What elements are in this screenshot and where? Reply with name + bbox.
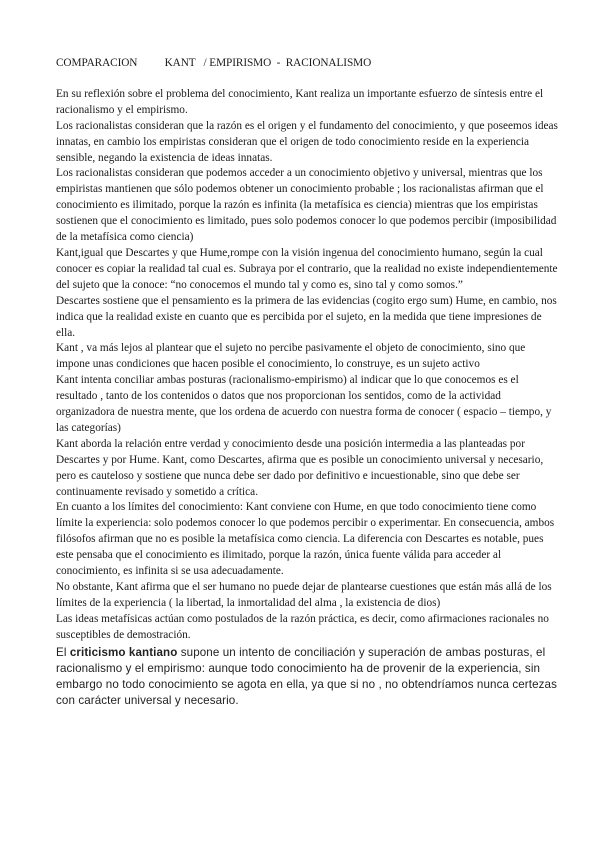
paragraph-truth: Kant aborda la relación entre verdad y conocimiento desde una posición intermedia a las planteadas por Descartes y por Hume. Kant, como Descartes, afirma que es posible un conocimiento universal y necesario, pero es cauteloso y sostiene que nunca debe ser dado por definitivo e incuestionable, sino que debe ser continuamente revisado y sometido a crítica. — [56, 437, 544, 498]
paragraph-metaphysical-ideas: Las ideas metafísicas actúan como postulados de la razón práctica, es decir, como afirmaciones racionales no susceptibles de demostración. — [56, 612, 549, 641]
criticism-term: criticismo kantiano — [69, 645, 178, 659]
paragraph-active-subject: Kant , va más lejos al plantear que el sujeto no percibe pasivamente el objeto de conocimiento, sino que impone unas condiciones que hacen posible el conocimiento, lo construye, es un sujeto activo — [56, 342, 526, 371]
paragraph-origin: Los racionalistas consideran que la razón es el origen y el fundamento del conocimiento, y que poseemos ideas innatas, en cambio los empiristas consideran que el origen de todo conocimiento reside en la experiencia sensible, negando la existencia de ideas innatas. — [56, 119, 558, 164]
paragraph-conciliation: Kant intenta conciliar ambas posturas (racionalismo-empirismo) al indicar que lo que conocemos es el resultado , tanto de los contenidos o datos que nos proporcionan los sentidos, como de la actividad organizadora de nuestra mente, que los ordena de acuerdo con nuestra forma de conocer ( espacio – tiempo, y las categorías) — [56, 374, 552, 434]
document-page — [56, 56, 561, 709]
document-title: COMPARACION KANT / EMPIRISMO - RACIONALISMO — [56, 57, 372, 69]
paragraph-scope: Los racionalistas consideran que podemos acceder a un conocimiento objetivo y universal, mientras que los empiristas mantienen que sólo podemos obtener un conocimiento probable ; los racionalistas afirman que el conocimiento es ilimitado, porque la razón es infinita (la metafísica es ciencia) mientras que los empiristas sostienen que el conocimiento es limitado, pues solo podemos conocer lo que podemos percibir (imposibilidad de la metafísica como ciencia) — [56, 167, 557, 244]
paragraph-kant-vision: Kant,igual que Descartes y que Hume,rompe con la visión ingenua del conocimiento humano, según la cual conocer es copiar la realidad tal cual es. Subraya por el contrario, que la realidad no existe independientemente del sujeto que la conoce: “no conocemos el mundo tal y como es, sino tal y como somos.” — [56, 246, 558, 291]
paragraph-descartes-hume: Descartes sostiene que el pensamiento es la primera de las evidencias (cogito ergo sum) Hume, en cambio, nos indica que la realidad existe en cuanto que es percibida por el sujeto, en la medida que tiene impresiones de ella. — [56, 294, 557, 339]
paragraph-beyond-experience: No obstante, Kant afirma que el ser humano no puede dejar de plantearse cuestiones que están más allá de los límites de la experiencia ( la libertad, la inmortalidad del alma , la existencia de dios) — [56, 581, 552, 609]
criticism-body: supone un intento de conciliación y superación de ambas posturas, el racionalismo y el empirismo: aunque todo conocimiento ha de provenir de la experiencia, sin embargo no todo conocimiento se agota en ella, ya que si no , no obtendríamos nunca certezas con carácter universal y necesario. — [56, 645, 557, 707]
criticism-lead: El — [56, 645, 70, 659]
paragraph-intro: En su reflexión sobre el problema del conocimiento, Kant realiza un importante esfuerzo de síntesis entre el racionalismo y el empirismo. — [56, 87, 544, 116]
paragraph-limits: En cuanto a los límites del conocimiento: Kant conviene con Hume, en que todo conocimiento tiene como límite la experiencia: solo podemos conocer lo que podemos percibir o experimentar. En consecuencia, ambos filósofos afirman que no es posible la metafísica como ciencia. La diferencia con Descartes es notable, pues este pensaba que el conocimiento es ilimitado, porque la razón, única fuente válida para acceder al conocimiento, es infinita si se usa adecuadamente. — [56, 501, 555, 578]
paragraph-criticism — [56, 645, 561, 709]
